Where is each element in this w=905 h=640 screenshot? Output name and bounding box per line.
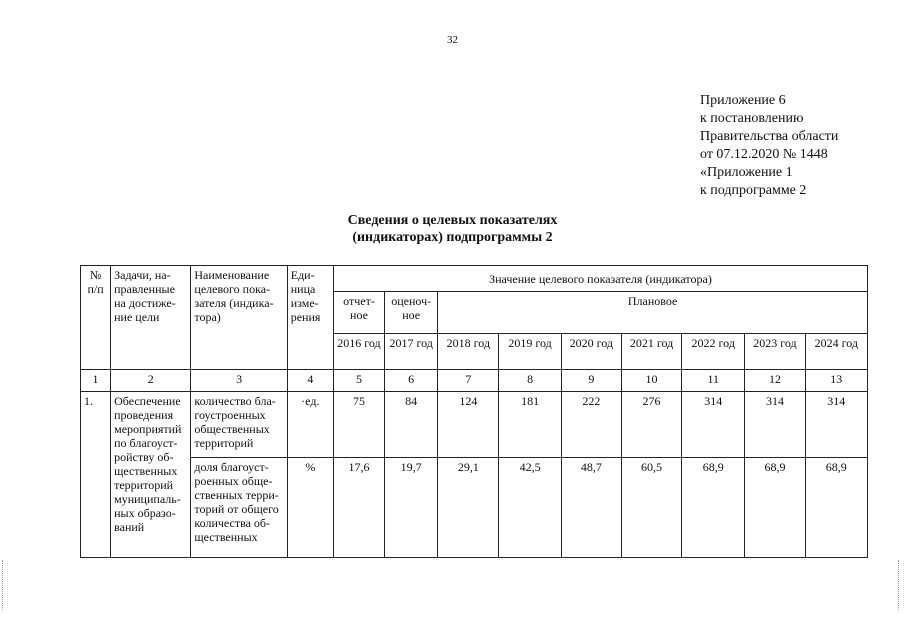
- appendix-line: Приложение 6: [700, 93, 786, 108]
- row-task: Обеспечение проведения мероприятий по благоуст-ройству об-щественных территорий муниципаль-ных образо-ваний: [111, 392, 191, 558]
- header-year: 2023 год: [745, 334, 805, 370]
- value-cell: 29,1: [438, 458, 499, 558]
- header-planned: Плановое: [438, 292, 868, 334]
- indicator-name: доля благоуст-роенных обще-ственных терри-торий от общего количества об-щественных: [191, 458, 287, 558]
- column-number: 10: [621, 370, 681, 392]
- column-number: 8: [499, 370, 561, 392]
- column-number: 4: [287, 370, 333, 392]
- column-number: 1: [81, 370, 111, 392]
- header-year: 2019 год: [499, 334, 561, 370]
- column-number: 2: [111, 370, 191, 392]
- appendix-line: Правительства области: [700, 129, 839, 144]
- value-cell: 222: [561, 392, 621, 458]
- header-year: 2021 год: [621, 334, 681, 370]
- value-cell: 19,7: [385, 458, 438, 558]
- value-cell: 314: [682, 392, 745, 458]
- document-title: [0, 212, 905, 246]
- header-indicator-name: Наименование целевого пока-зателя (индика-тора): [191, 266, 287, 370]
- header-reported: отчет-ное: [333, 292, 384, 334]
- value-cell: 84: [385, 392, 438, 458]
- value-cell: 68,9: [745, 458, 805, 558]
- scan-margin-mark: [2, 560, 9, 610]
- value-cell: 17,6: [333, 458, 384, 558]
- column-number: 13: [805, 370, 867, 392]
- column-number: 12: [745, 370, 805, 392]
- header-unit: Еди-ница изме-рения: [287, 266, 333, 370]
- appendix-line: от 07.12.2020 № 1448: [700, 147, 828, 162]
- value-cell: 314: [805, 392, 867, 458]
- appendix-line: к постановлению: [700, 111, 804, 126]
- header-year: 2024 год: [805, 334, 867, 370]
- value-cell: 75: [333, 392, 384, 458]
- scan-margin-mark: [898, 560, 905, 610]
- header-year: 2016 год: [333, 334, 384, 370]
- page-number: 32: [447, 34, 458, 46]
- header-num: № п/п: [81, 266, 111, 370]
- header-year: 2018 год: [438, 334, 499, 370]
- header-year: 2020 год: [561, 334, 621, 370]
- column-number: 11: [682, 370, 745, 392]
- header-year: 2022 год: [682, 334, 745, 370]
- value-cell: 314: [745, 392, 805, 458]
- column-number: 9: [561, 370, 621, 392]
- header-value: Значение целевого показателя (индикатора): [333, 266, 867, 292]
- value-cell: 181: [499, 392, 561, 458]
- column-number: 3: [191, 370, 287, 392]
- table-row: [81, 392, 868, 458]
- appendix-line: «Приложение 1: [700, 165, 793, 180]
- header-estimated: оценоч-ное: [385, 292, 438, 334]
- value-cell: 42,5: [499, 458, 561, 558]
- value-cell: 60,5: [621, 458, 681, 558]
- column-number: 7: [438, 370, 499, 392]
- header-tasks: Задачи, на-правленные на достиже-ние цели: [111, 266, 191, 370]
- table-row: [81, 458, 868, 558]
- title-line: (индикаторах) подпрограммы 2: [352, 230, 553, 245]
- value-cell: 48,7: [561, 458, 621, 558]
- appendix-block: [700, 92, 838, 200]
- value-cell: 276: [621, 392, 681, 458]
- header-year: 2017 год: [385, 334, 438, 370]
- appendix-line: к подпрограмме 2: [700, 183, 807, 198]
- title-line: Сведения о целевых показателях: [347, 213, 558, 228]
- value-cell: 68,9: [805, 458, 867, 558]
- value-cell: 124: [438, 392, 499, 458]
- column-number: 6: [385, 370, 438, 392]
- indicator-unit: %: [287, 458, 333, 558]
- value-cell: 68,9: [682, 458, 745, 558]
- indicator-unit: ·ед.: [287, 392, 333, 458]
- indicator-name: количество бла-гоустроенных общественных территорий: [191, 392, 287, 458]
- indicators-table: [80, 265, 868, 558]
- row-number: 1.: [81, 392, 111, 558]
- column-number: 5: [333, 370, 384, 392]
